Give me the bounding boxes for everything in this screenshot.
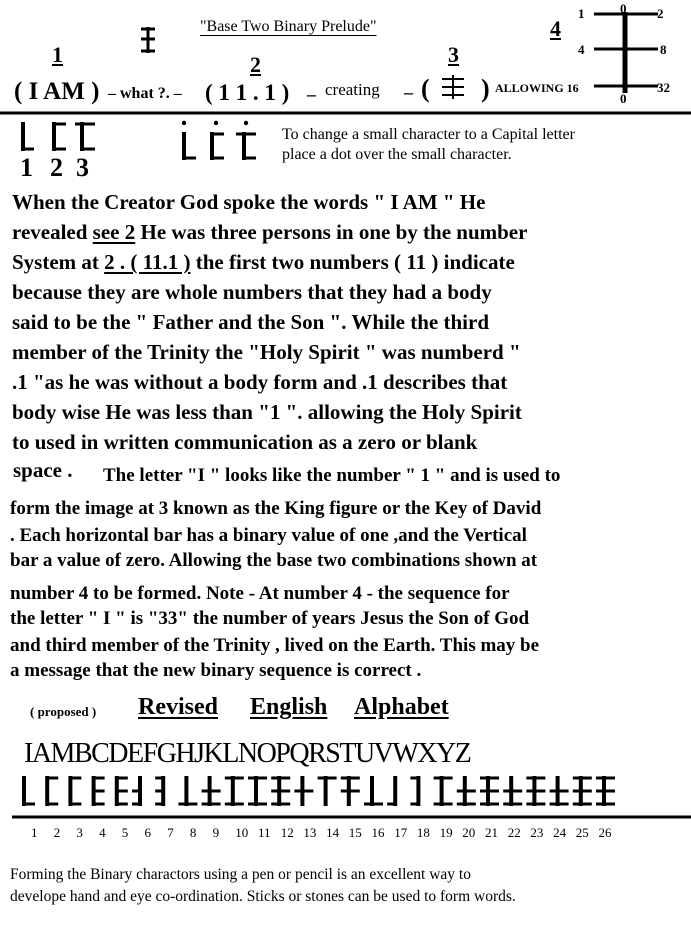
alphabet-number: 16 [371,825,385,840]
proposed-label: ( proposed ) [30,704,97,719]
glyph-e-icon [155,776,163,806]
revised-word: Revised [138,694,218,720]
paragraph-line: because they are whole numbers that they had a body [12,280,492,304]
glyph-y-icon [573,776,592,806]
instruction-line-1: To change a small character to a Capital letter [282,126,575,143]
glyph-f-icon [178,776,197,806]
glyph-p-icon [364,776,383,806]
binary-glyph-row [18,772,638,812]
alphabet-number: 25 [575,825,589,840]
grid-label-2: 2 [657,6,664,21]
glyph-number-1: 1 [20,153,33,182]
glyph-u-icon [480,776,499,806]
alphabet-number: 8 [189,825,197,840]
paragraph-line: to used in written communication as a zero or blank [12,430,478,454]
glyph-t-icon [457,776,476,806]
paragraph-line: the letter " I " is "33" the number of years Jesus the Son of God [10,608,530,629]
glyph-q-icon [387,776,395,806]
alphabet-number: 26 [598,825,612,840]
glyph-v-icon [503,776,522,806]
glyph-s-icon [434,776,453,806]
glyph-g-icon [202,776,221,806]
glyph-l-icon [294,776,313,806]
alphabet-number: 20 [462,825,476,840]
title-text: "Base Two Binary Prelude" [200,18,377,35]
creating-text: creating [325,80,380,99]
glyph-w-icon [526,776,545,806]
dotted-glyphs-icon [172,118,272,162]
instruction-line-2: place a dot over the small character. [282,146,512,163]
label-number-3: 3 [448,42,459,67]
paren-open: ( [421,74,430,103]
paragraph-line: . Each horizontal bar has a binary value of one ,and the Vertical [10,525,527,546]
glyph-number-2: 2 [50,153,63,182]
king-figure-small-icon [440,74,466,100]
alphabet-number: 14 [326,825,340,840]
label-number-1: 1 [52,42,63,67]
glyph-a-icon [50,120,68,154]
paragraph-line: .1 "as he was without a body form and .1 describes that [12,370,508,394]
glyph-m-icon [74,120,96,154]
paragraph-line: The letter "I " looks like the number " 1 " and is used to [103,465,561,486]
title [200,18,377,36]
glyph-d-icon [132,776,140,806]
paragraph-line: member of the Trinity the "Holy Spirit " was numberd " [12,340,521,364]
alphabet-number: 11 [258,825,271,840]
glyph-k-icon [271,776,290,806]
header-divider [0,110,691,116]
alphabet-number: 22 [507,825,521,840]
alphabet-word: Alphabet [354,694,449,720]
glyph-a-icon [47,776,58,806]
paragraph-line: a message that the new binary sequence is correct . [10,660,422,681]
grid-label-4: 4 [578,42,585,57]
alphabet-number: 21 [485,825,498,840]
alphabet-number: 17 [394,825,408,840]
alphabet-number: 1 [31,825,38,840]
glyph-n-icon [318,776,337,806]
glyph-j-icon [248,776,267,806]
glyph-i-icon [24,776,35,806]
alphabet-number: 5 [121,825,129,840]
alphabet-number: 19 [439,825,453,840]
paragraph-line: number 4 to be formed. Note - At number 4 - the sequence for [10,583,510,604]
english-word: English [250,694,328,720]
glyph-h-icon [225,776,244,806]
paragraph-line: bar a value of zero. Allowing the base two combinations shown at [10,550,538,571]
footer-line-2: develope hand and eye co-ordination. Sticks or stones can be used to form words. [10,888,516,905]
glyph-o-icon [341,776,360,806]
alphabet-number: 18 [416,825,430,840]
dash-a: – [307,84,316,104]
alphabet-number: 15 [348,825,362,840]
paragraph-line: form the image at 3 known as the King figure or the Key of David [10,498,542,519]
eleven-point-one-text: ( 1 1 . 1 ) [205,80,290,105]
alphabet-number: 24 [553,825,567,840]
alphabet-number: 9 [212,825,220,840]
allowing-text: ALLOWING 16 [495,81,579,95]
king-figure-icon [138,25,158,55]
what-text: – what ?. – [108,85,182,102]
glyph-m-icon [70,776,81,806]
glyph-b-icon [94,776,105,806]
glyph-i-icon [20,120,36,154]
alphabet-number: 12 [280,825,294,840]
paren-close: ) [481,74,490,103]
dash-b: – [404,82,413,102]
space-word: space . [13,458,73,482]
alphabet-number: 10 [235,825,249,840]
grid-label-0-bottom: 0 [620,91,627,106]
alphabet-number: 7 [167,825,174,840]
alphabet-number: 2 [53,825,61,840]
paragraph-line: and third member of the Trinity , lived on the Earth. This may be [10,635,540,656]
i-am-text: ( I AM ) [14,78,100,105]
alphabet-number: 23 [530,825,544,840]
alphabet-number: 13 [303,825,317,840]
paragraph-line: revealed see 2 He was three persons in one by the number [12,220,528,244]
paragraph-line: body wise He was less than "1 ". allowing the Holy Spirit [12,400,522,424]
grid-label-1: 1 [578,6,585,21]
glyph-c-icon [117,776,128,806]
alphabet-number: 4 [99,825,106,840]
grid-label-32: 32 [657,80,670,95]
grid-label-8: 8 [660,42,667,57]
binary-cross-figure [588,0,688,100]
glyph-z-icon [596,776,615,806]
footer-line-1: Forming the Binary charactors using a pen or pencil is an excellent way to [10,866,471,883]
glyph-r-icon [410,776,418,806]
alphabet-number: 3 [76,825,83,840]
paragraph-line: When the Creator God spoke the words " I AM " He [12,190,486,214]
glyph-number-3: 3 [76,153,89,182]
label-number-2: 2 [250,52,261,77]
glyph-x-icon [550,776,569,806]
grid-label-0-top: 0 [620,1,627,16]
paragraph-line: System at 2 . ( 11.1 ) the first two numbers ( 11 ) indicate [12,250,515,274]
alphabet-number: 6 [144,825,151,840]
label-number-4: 4 [550,16,561,41]
paragraph-line: said to be the " Father and the Son ". While the third [12,310,490,334]
alphabet-letters: IAMBCDEFGHJKLNOPQRSTUVWXYZ [24,738,471,769]
alphabet-divider [0,814,691,820]
